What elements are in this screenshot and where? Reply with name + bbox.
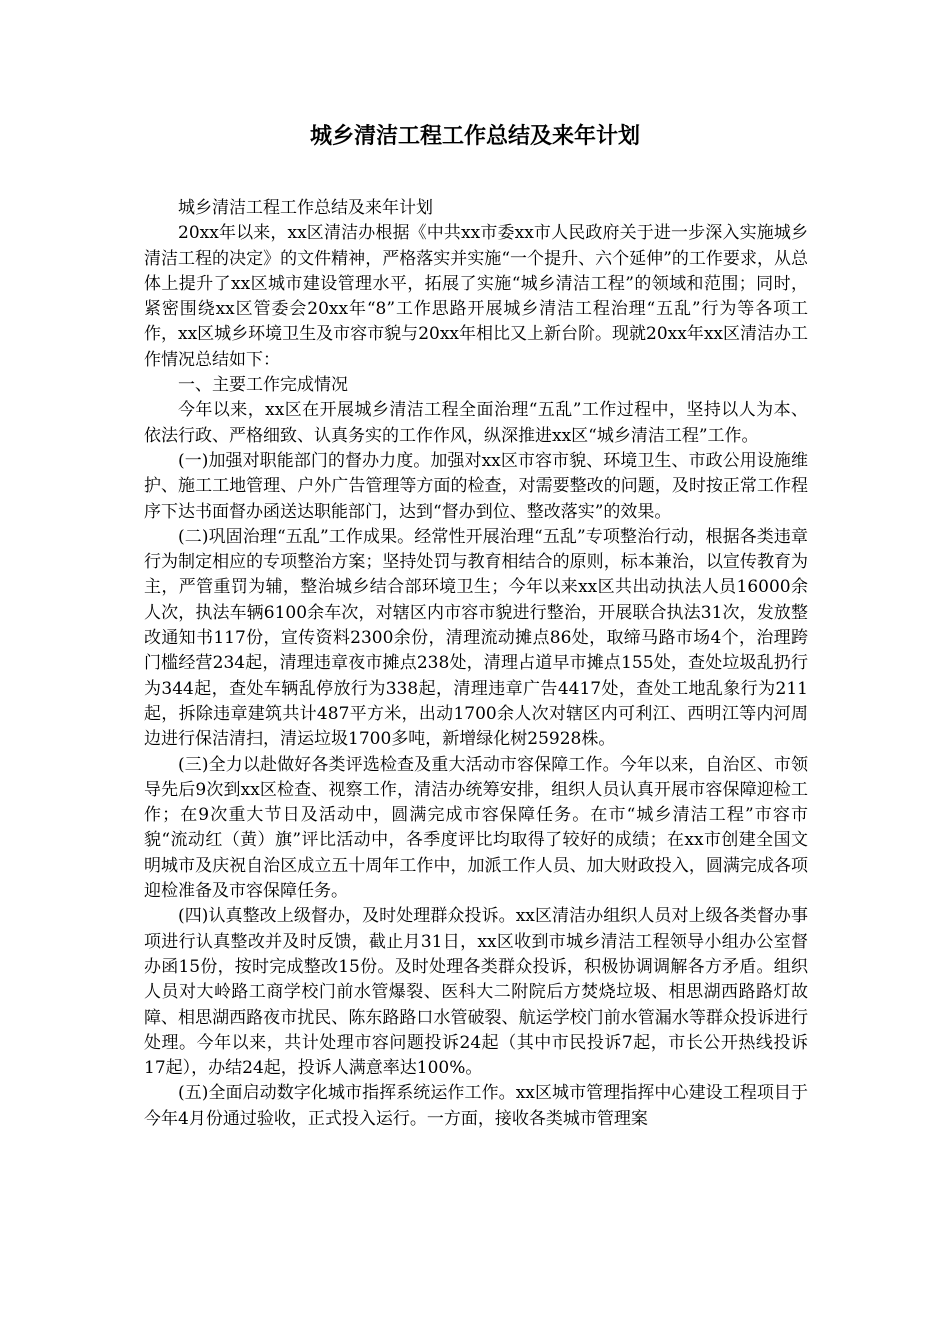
paragraph-item-1: (一)加强对职能部门的督办力度。加强对xx区市容市貌、环境卫生、市政公用设施维护、施工工地管理、户外广告管理等方面的检查，对需要整改的问题，及时按正常工作程序下达书面督办函送达职能部门，达到“督办到位、整改落实”的效果。	[144, 450, 808, 522]
paragraph-overview: 今年以来，xx区在开展城乡清洁工程全面治理“五乱”工作过程中，坚持以人为本、依法行政、严格细致、认真务实的工作作风，纵深推进xx区“城乡清洁工程”工作。	[144, 400, 808, 446]
paragraph-item-2: (二)巩固治理“五乱”工作成果。经常性开展治理“五乱”专项整治行动，根据各类违章行为制定相应的专项整治方案；坚持处罚与教育相结合的原则，标本兼治，以宣传教育为主，严管重罚为辅，整治城乡结合部环境卫生；今年以来xx区共出动执法人员16000余人次，执法车辆6100余车次，对辖区内市容市貌进行整治，开展联合执法31次，发放整改通知书117份，宣传资料2300余份，清理流动摊点86处，取缔马路市场4个，治理跨门槛经营234起，清理违章夜市摊点238处，清理占道早市摊点155处，查处垃圾乱扔行为344起，查处车辆乱停放行为338起，清理违章广告4417处，查处工地乱象行为211起，拆除违章建筑共计487平方米，出动1700余人次对辖区内可利江、西明江等内河周边进行保洁清扫，清运垃圾1700多吨，新增绿化树25928株。	[144, 526, 808, 750]
paragraph-item-3: (三)全力以赴做好各类评选检查及重大活动市容保障工作。今年以来，自治区、市领导先后9次到xx区检查、视察工作，清洁办统筹安排，组织人员认真开展市容保障迎检工作；在9次重大节日及活动中，圆满完成市容保障任务。在市“城乡清洁工程”市容市貌“流动红（黄）旗”评比活动中，各季度评比均取得了较好的成绩；在xx市创建全国文明城市及庆祝自治区成立五十周年工作中，加派工作人员、加大财政投入，圆满完成各项迎检准备及市容保障任务。	[144, 754, 808, 902]
paragraph-intro: 20xx年以来，xx区清洁办根据《中共xx市委xx市人民政府关于进一步深入实施城乡清洁工程的决定》的文件精神，严格落实并实施“一个提升、六个延伸”的工作要求，从总体上提升了xx区城市建设管理水平，拓展了实施“城乡清洁工程”的领域和范围；同时，紧密围绕xx区管委会20xx年“8”工作思路开展城乡清洁工程治理“五乱”行为等各项工作，xx区城乡环境卫生及市容市貌与20xx年相比又上新台阶。现就20xx年xx区清洁办工作情况总结如下：	[144, 223, 808, 370]
document-body	[144, 196, 808, 1132]
paragraph-item-5: (五)全面启动数字化城市指挥系统运作工作。xx区城市管理指挥中心建设工程项目于今年4月份通过验收，正式投入运行。一方面，接收各类城市管理案	[144, 1083, 808, 1129]
document-title: 城乡清洁工程工作总结及来年计划	[309, 123, 640, 149]
section-heading-main-work: 一、主要工作完成情况	[178, 375, 348, 396]
paragraph-item-4: (四)认真整改上级督办，及时处理群众投诉。xx区清洁办组织人员对上级各类督办事项进行认真整改并及时反馈，截止月31日，xx区收到市城乡清洁工程领导小组办公室督办函15份，按时完成整改15份。及时处理各类群众投诉，积极协调调解各方矛盾。组织人员对大岭路工商学校门前水管爆裂、医科大二附院后方焚烧垃圾、相思湖西路路灯故障、相思湖西路夜市扰民、陈东路路口水管破裂、航运学校门前水管漏水等群众投诉进行处理。今年以来，共计处理市容问题投诉24起（其中市民投诉7起，市长公开热线投诉17起），办结24起，投诉人满意率达100%。	[144, 906, 808, 1079]
paragraph-subtitle: 城乡清洁工程工作总结及来年计划	[178, 198, 433, 218]
